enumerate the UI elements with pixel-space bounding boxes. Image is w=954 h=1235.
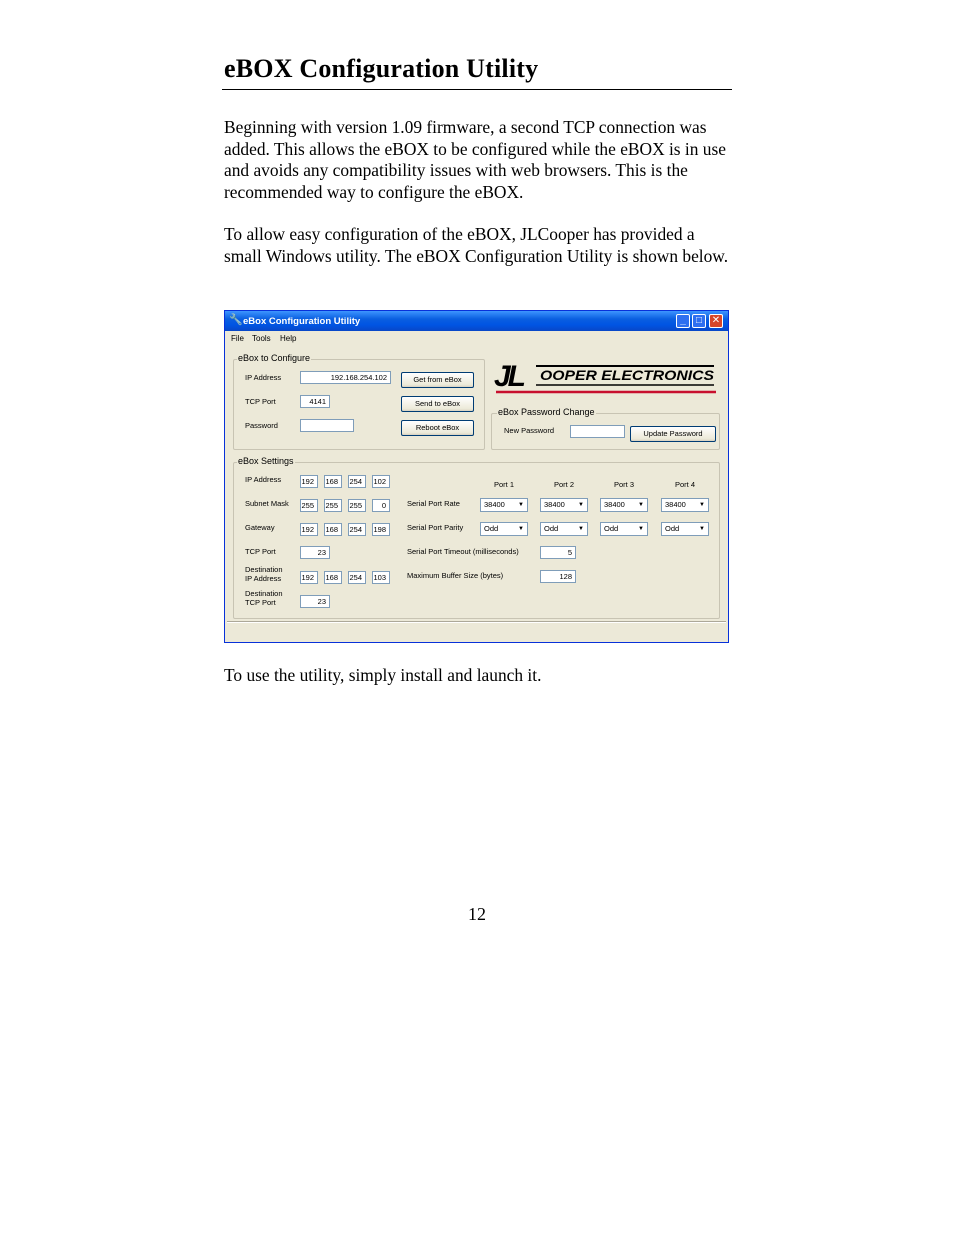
buffer-size-field[interactable]: 128: [540, 570, 576, 583]
settings-ip-octet-3[interactable]: 254: [348, 475, 366, 488]
chevron-down-icon: ▼: [578, 502, 584, 508]
config-tcp-field[interactable]: 4141: [300, 395, 330, 408]
dest-ip-label-line2: IP Address: [245, 574, 282, 583]
port-3-parity-value: Odd: [604, 524, 619, 533]
port-1-rate-value: 38400: [484, 500, 505, 509]
intro-paragraph: Beginning with version 1.09 firmware, a second TCP connection was added. This allows the eBOX to be configured while the eBOX is in use and avoids any compatibility issues with web browsers. This is the recommended way to configure the eBOX.: [224, 117, 726, 202]
port-2-parity-select[interactable]: [540, 522, 588, 536]
settings-ip-octet-1[interactable]: 192: [300, 475, 318, 488]
gateway-octet-4[interactable]: 198: [372, 523, 390, 536]
chevron-down-icon: ▼: [518, 526, 524, 532]
dest-ip-label: [245, 565, 283, 583]
settings-ip-octet-2[interactable]: 168: [324, 475, 342, 488]
serial-rate-label: Serial Port Rate: [407, 499, 460, 508]
gateway-octet-3[interactable]: 254: [348, 523, 366, 536]
port-3-parity-select[interactable]: [600, 522, 648, 536]
config-ip-label: IP Address: [245, 373, 282, 382]
dest-tcp-label-line1: Destination: [245, 589, 283, 598]
port-4-parity-select[interactable]: [661, 522, 709, 536]
chevron-down-icon: ▼: [699, 526, 705, 532]
chevron-down-icon: ▼: [578, 526, 584, 532]
new-password-label: New Password: [504, 426, 555, 435]
settings-ip-label: IP Address: [245, 475, 282, 484]
serial-timeout-label: Serial Port Timeout (milliseconds): [407, 547, 519, 556]
chevron-down-icon: ▼: [638, 502, 644, 508]
port-2-rate-value: 38400: [544, 500, 565, 509]
password-change-legend: eBox Password Change: [498, 407, 595, 417]
configure-group-legend: eBox to Configure: [238, 353, 311, 363]
status-bar: [227, 622, 726, 641]
chevron-down-icon: ▼: [638, 526, 644, 532]
gateway-octet-2[interactable]: 168: [324, 523, 342, 536]
buffer-size-label: Maximum Buffer Size (bytes): [407, 571, 504, 580]
config-password-label: Password: [245, 421, 278, 430]
config-tcp-label: TCP Port: [245, 397, 276, 406]
page-number: 12: [468, 904, 486, 924]
port-1-parity-value: Odd: [484, 524, 499, 533]
settings-tcp-field[interactable]: 23: [300, 546, 330, 559]
usage-paragraph: To use the utility, simply install and launch it.: [224, 665, 542, 685]
close-icon[interactable]: ✕: [709, 314, 723, 328]
maximize-icon[interactable]: □: [692, 314, 706, 328]
jlcooper-logo: [492, 358, 718, 396]
dest-ip-octet-1[interactable]: 192: [300, 571, 318, 584]
settings-group-legend: eBox Settings: [238, 456, 294, 466]
title-rule: [222, 89, 732, 90]
settings-ip-octet-4[interactable]: 102: [372, 475, 390, 488]
port-4-rate-value: 38400: [665, 500, 686, 509]
port-4-rate-select[interactable]: [661, 498, 709, 512]
port-4-parity-value: Odd: [665, 524, 680, 533]
subnet-octet-1[interactable]: 255: [300, 499, 318, 512]
chevron-down-icon: ▼: [518, 502, 524, 508]
port-3-header: Port 3: [613, 480, 634, 489]
port-4-header: Port 4: [674, 480, 695, 489]
subnet-mask-label: Subnet Mask: [245, 499, 289, 508]
subnet-octet-2[interactable]: 255: [324, 499, 342, 512]
svg-text:JL: JL: [494, 360, 524, 393]
gateway-label: Gateway: [245, 523, 275, 532]
send-to-ebox-button[interactable]: Send to eBox: [401, 396, 474, 412]
port-1-parity-select[interactable]: [480, 522, 528, 536]
dest-tcp-field[interactable]: 23: [300, 595, 330, 608]
gateway-octet-1[interactable]: 192: [300, 523, 318, 536]
port-2-parity-value: Odd: [544, 524, 559, 533]
svg-text:OOPER ELECTRONICS: OOPER ELECTRONICS: [540, 367, 715, 383]
dest-ip-octet-4[interactable]: 103: [372, 571, 390, 584]
menu-tools[interactable]: Tools: [252, 334, 271, 343]
port-2-header: Port 2: [553, 480, 574, 489]
update-password-button[interactable]: Update Password: [630, 426, 716, 442]
minimize-icon[interactable]: _: [676, 314, 690, 328]
dest-ip-octet-3[interactable]: 254: [348, 571, 366, 584]
wrench-icon: 🔧: [229, 314, 243, 326]
config-password-field[interactable]: [300, 419, 354, 432]
port-1-rate-select[interactable]: [480, 498, 528, 512]
port-1-header: Port 1: [493, 480, 514, 489]
port-3-rate-select[interactable]: [600, 498, 648, 512]
window-title: eBox Configuration Utility: [243, 316, 361, 327]
serial-parity-label: Serial Port Parity: [407, 523, 464, 532]
ebox-config-window: [224, 310, 729, 643]
config-ip-field[interactable]: 192.168.254.102: [300, 371, 391, 384]
serial-timeout-field[interactable]: 5: [540, 546, 576, 559]
dest-ip-label-line1: Destination: [245, 565, 283, 574]
menu-bar: [225, 331, 728, 345]
chevron-down-icon: ▼: [699, 502, 705, 508]
subnet-octet-4[interactable]: 0: [372, 499, 390, 512]
new-password-field[interactable]: [570, 425, 625, 438]
settings-tcp-label: TCP Port: [245, 547, 276, 556]
menu-file[interactable]: File: [231, 334, 244, 343]
page-title: eBOX Configuration Utility: [224, 54, 539, 83]
utility-paragraph: To allow easy configuration of the eBOX, JLCooper has provided a small Windows utility. The eBOX Configuration Utility is shown below.: [224, 224, 729, 266]
get-from-ebox-button[interactable]: Get from eBox: [401, 372, 474, 388]
reboot-ebox-button[interactable]: Reboot eBox: [401, 420, 474, 436]
dest-tcp-label: [245, 589, 283, 607]
subnet-octet-3[interactable]: 255: [348, 499, 366, 512]
dest-ip-octet-2[interactable]: 168: [324, 571, 342, 584]
menu-help[interactable]: Help: [280, 334, 297, 343]
dest-tcp-label-line2: TCP Port: [245, 598, 276, 607]
port-3-rate-value: 38400: [604, 500, 625, 509]
port-2-rate-select[interactable]: [540, 498, 588, 512]
